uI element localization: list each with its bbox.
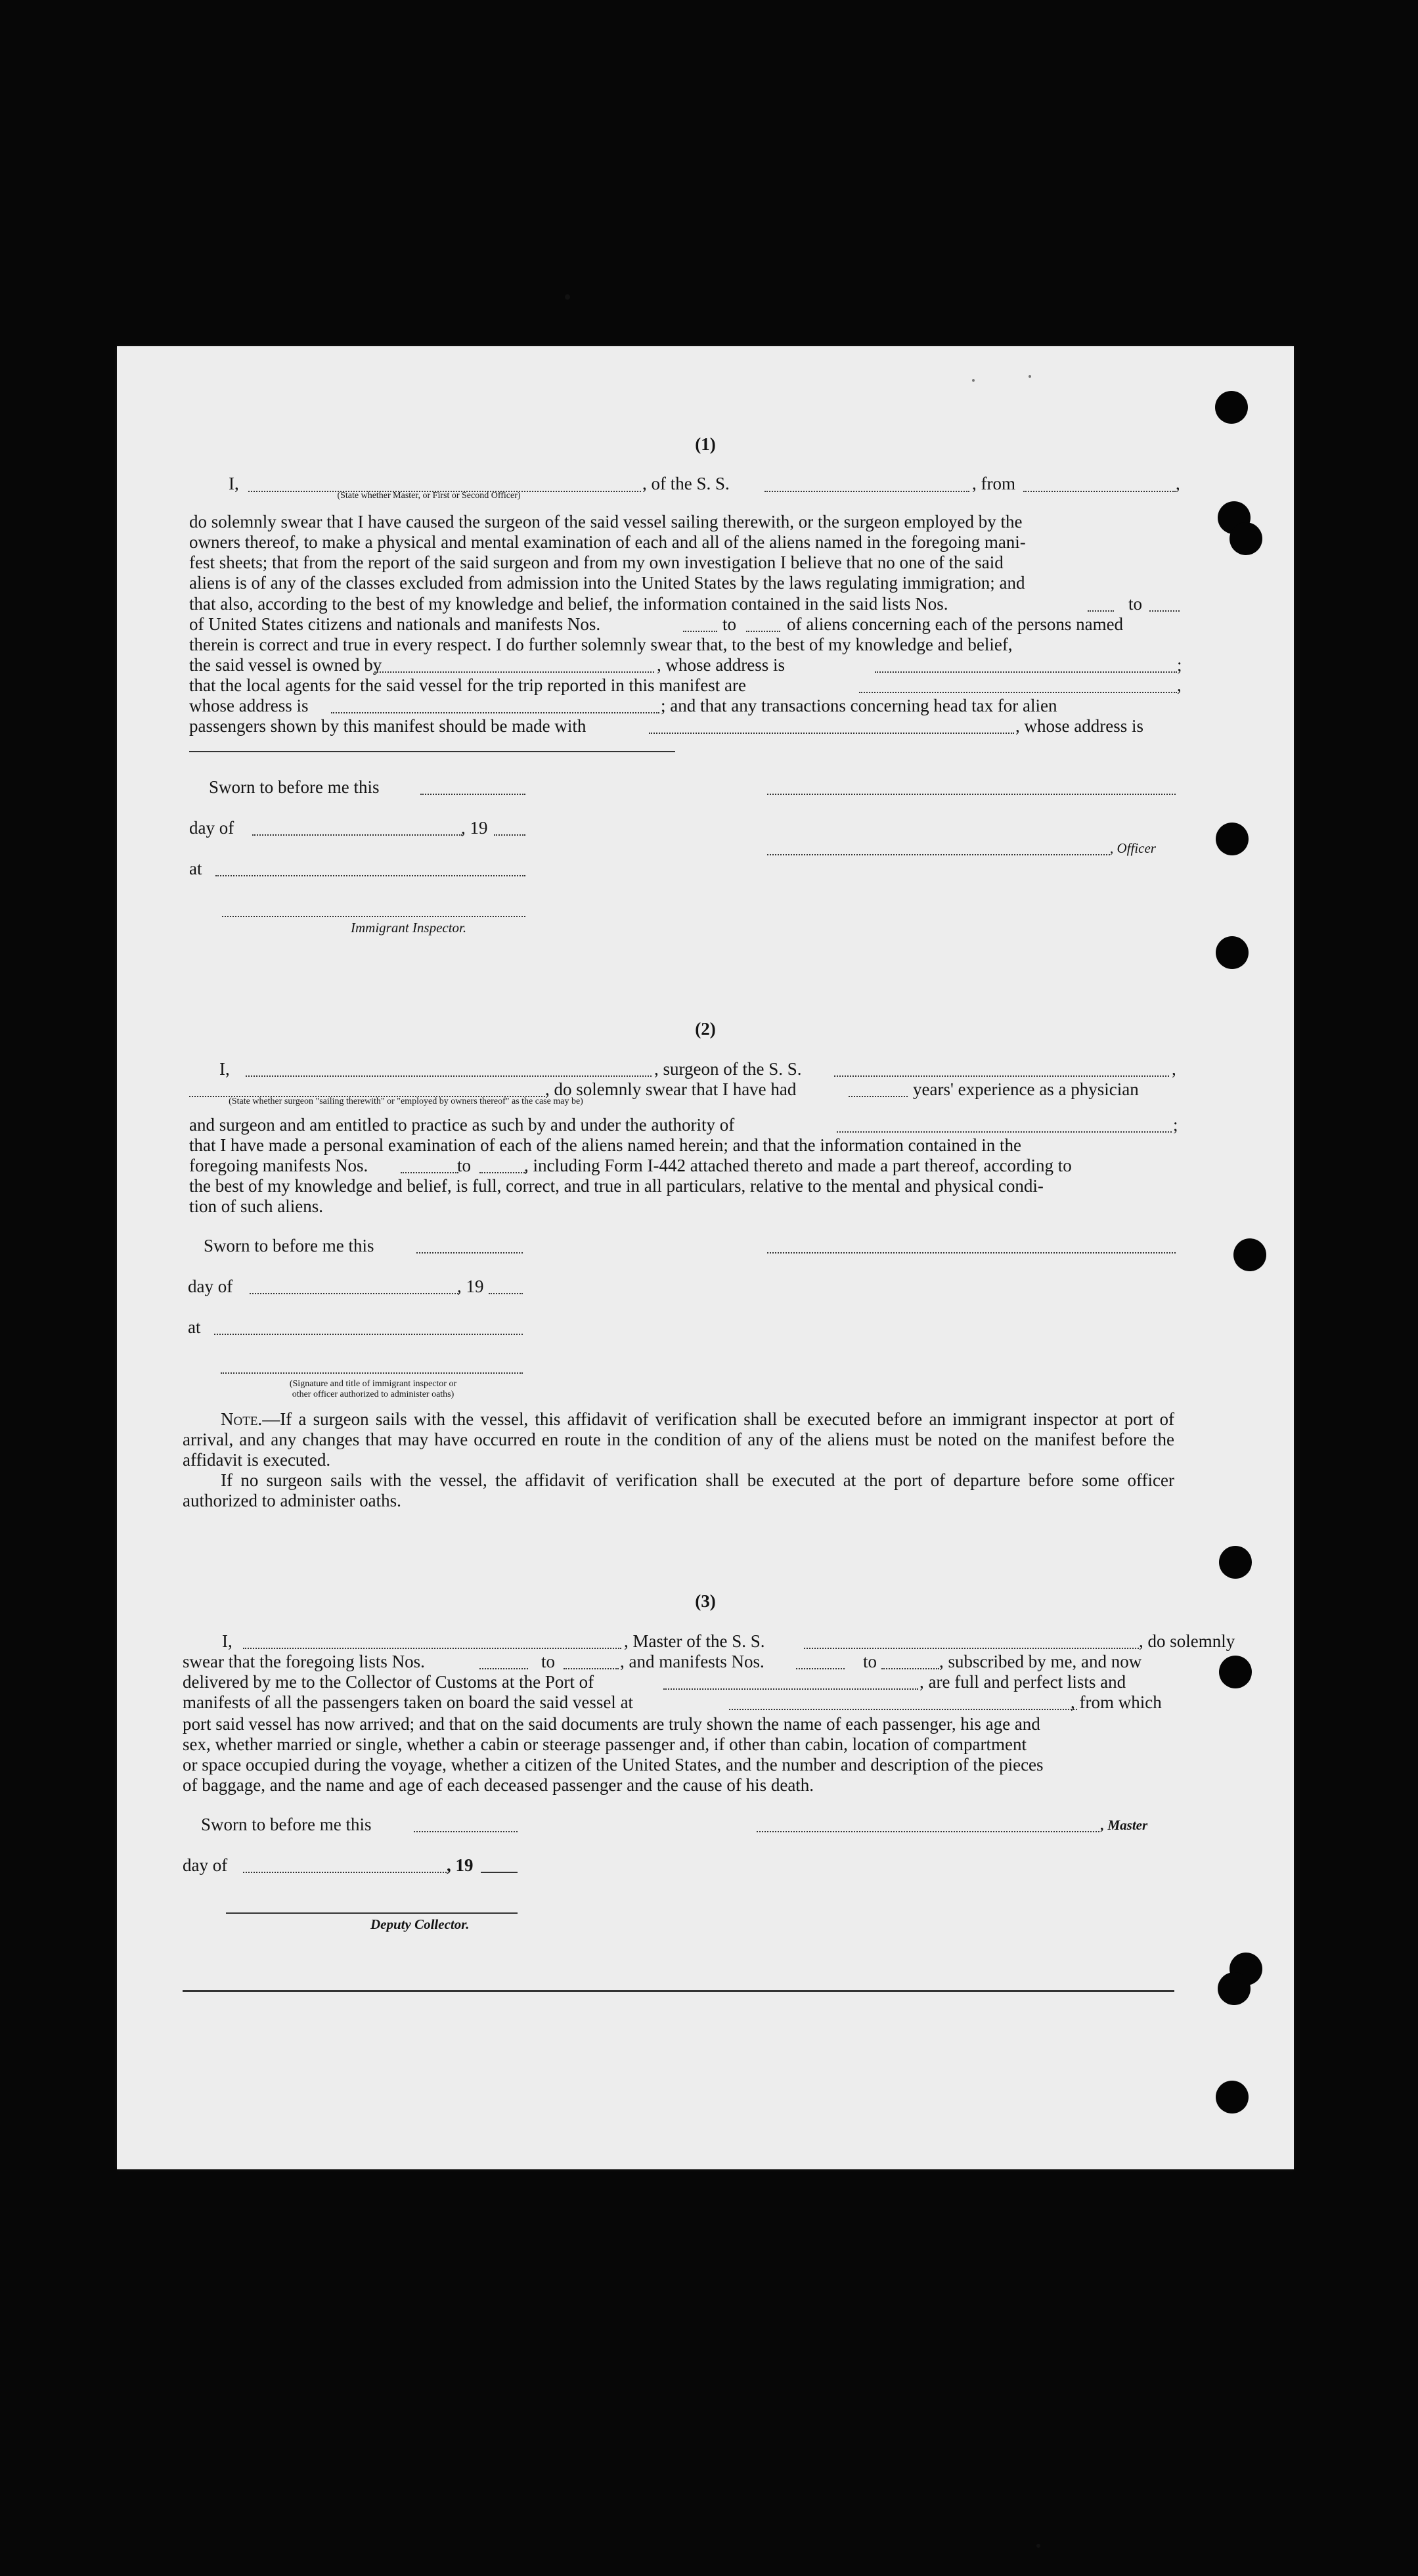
list-to-field[interactable]	[564, 1668, 619, 1669]
embark-port-field[interactable]	[729, 1709, 1077, 1710]
text: ,	[1172, 1059, 1176, 1079]
sworn-date-field[interactable]	[414, 1831, 518, 1832]
text: , from	[972, 474, 1015, 493]
list-from-field[interactable]	[1088, 610, 1114, 612]
text: I,	[229, 474, 239, 493]
years-field[interactable]	[849, 1096, 908, 1097]
text: , from which	[1071, 1692, 1162, 1712]
manifest-from-field[interactable]	[683, 631, 717, 632]
text: , 19	[461, 818, 488, 838]
field-hint: (State whether Master, or First or Second Officer)	[337, 491, 521, 501]
manifest-to-field[interactable]	[479, 1172, 527, 1173]
text: of aliens concerning each of the persons named	[787, 614, 1124, 634]
sworn-date-field[interactable]	[416, 1252, 523, 1254]
text: , and manifests Nos.	[620, 1652, 764, 1671]
month-field[interactable]	[250, 1293, 458, 1294]
field-hint: (State whether surgeon "sailing therewith" or "employed by owners thereof" as the case may be)	[229, 1096, 583, 1106]
list-from-field[interactable]	[479, 1668, 528, 1669]
punch-hole	[1216, 823, 1249, 855]
text: that the local agents for the said vessel for the trip reported in this manifest are	[189, 675, 746, 695]
text: , Master of the S. S.	[624, 1631, 765, 1651]
text: I,	[222, 1631, 233, 1651]
text: and surgeon and am entitled to practice as such by and under the authority of	[189, 1115, 735, 1135]
text: the said vessel is owned by	[189, 655, 382, 675]
speck	[1029, 375, 1031, 378]
text: , do solemnly swear that I have had	[545, 1079, 797, 1099]
text: manifests of all the passengers taken on board the said vessel at	[183, 1692, 634, 1712]
section-2-number: (2)	[695, 1019, 716, 1039]
text: , 19	[447, 1855, 474, 1875]
text: ;	[1177, 655, 1182, 675]
month-field[interactable]	[243, 1872, 447, 1873]
punch-hole	[1218, 1972, 1251, 2005]
text: Sworn to before me this	[204, 1236, 374, 1255]
master-label: , Master	[1101, 1817, 1148, 1833]
text: the best of my knowledge and belief, is full, correct, and true in all particulars, relative to the mental and physical condi-	[189, 1176, 1044, 1196]
section-1-body: do solemnly swear that I have caused the surgeon of the said vessel sailing therewith, or the surgeon employed by the owners thereof, to make a physical and mental examination of each and all of the aliens named in the foregoing mani- fest sheets; that from the report of the said surgeon and from my own investigation I believe that no one of the said aliens is of any of the classes excluded from admission into the United States by the laws regulating immigration; and	[189, 512, 1026, 593]
master-name-field[interactable]	[243, 1648, 621, 1649]
manifest-to-field[interactable]	[746, 631, 780, 632]
inspector-signature-field[interactable]	[221, 1372, 523, 1374]
text: that I have made a personal examination of each of the aliens named herein; and that the information contained in the	[189, 1135, 1022, 1155]
text: day of	[188, 1277, 233, 1296]
head-tax-agent-field[interactable]	[649, 733, 1014, 734]
text: to	[457, 1156, 472, 1175]
bottom-rule	[183, 1990, 1174, 1992]
text: to	[1128, 594, 1143, 614]
text: of United States citizens and nationals and manifests Nos.	[189, 614, 601, 634]
text: swear that the foregoing lists Nos.	[183, 1652, 425, 1671]
place-field[interactable]	[215, 875, 525, 876]
collector-signature-field[interactable]	[226, 1912, 518, 1914]
text: to	[722, 614, 737, 634]
departure-port-field[interactable]	[1023, 491, 1176, 492]
year-field[interactable]	[481, 1872, 518, 1873]
text: , do solemnly	[1139, 1631, 1235, 1651]
text: foregoing manifests Nos.	[189, 1156, 368, 1175]
text: , whose address is	[657, 655, 785, 675]
text: delivered by me to the Collector of Customs at the Port of	[183, 1672, 594, 1692]
vessel-name-field[interactable]	[804, 1648, 1139, 1649]
text: ,	[1176, 474, 1180, 493]
master-signature-field[interactable]	[757, 1831, 1099, 1832]
manifest-from-field[interactable]	[401, 1172, 458, 1173]
manifest-page	[117, 346, 1294, 2169]
year-field[interactable]	[494, 834, 525, 836]
text: at	[189, 859, 202, 878]
vessel-name-field[interactable]	[834, 1075, 1169, 1077]
punch-hole	[1219, 1546, 1252, 1579]
officer-signature-field[interactable]	[767, 854, 1110, 855]
deputy-collector-label: Deputy Collector.	[370, 1916, 470, 1932]
surgeon-name-field[interactable]	[246, 1075, 652, 1077]
text: , including Form I-442 attached thereto and made a part thereof, according to	[524, 1156, 1072, 1175]
text: tion of such aliens.	[189, 1196, 323, 1216]
section-3-number: (3)	[695, 1591, 716, 1611]
text: Sworn to before me this	[209, 777, 380, 797]
agents-address-field[interactable]	[331, 712, 659, 713]
surgeon-signature-line[interactable]	[767, 1252, 1176, 1254]
text: I,	[219, 1059, 230, 1079]
owner-address-field[interactable]	[875, 671, 1177, 673]
punch-hole	[1216, 936, 1249, 969]
text: ;	[1173, 1115, 1178, 1135]
text: day of	[183, 1855, 228, 1875]
text: ,	[1177, 675, 1182, 695]
text: day of	[189, 818, 234, 838]
text: years' experience as a physician	[913, 1079, 1139, 1099]
inspector-signature-field[interactable]	[222, 916, 525, 917]
note-paragraph: Note.—If a surgeon sails with the vessel, this affidavit of verification shall be executed before an immigrant inspector at port of arrival, and any changes that may have occurred en route in the condition of any of the aliens must be noted on the manifest before the affidavit is executed.	[183, 1409, 1174, 1470]
text: , of the S. S.	[642, 474, 730, 493]
signature-line[interactable]	[767, 794, 1176, 795]
text: therein is correct and true in every respect. I do further solemnly swear that, to the best of my knowledge and belief,	[189, 635, 1013, 654]
text: Sworn to before me this	[201, 1815, 372, 1834]
vessel-name-field[interactable]	[764, 491, 969, 492]
local-agents-field[interactable]	[859, 692, 1177, 693]
text: passengers shown by this manifest should be made with	[189, 716, 587, 736]
authority-field[interactable]	[837, 1131, 1172, 1133]
section-1-number: (1)	[695, 434, 716, 454]
text: whose address is	[189, 696, 309, 715]
inspector-label: Immigrant Inspector.	[351, 920, 467, 936]
place-field[interactable]	[214, 1334, 523, 1335]
text: , are full and perfect lists and	[919, 1672, 1126, 1692]
signature-caption: (Signature and title of immigrant inspector or other officer authorized to administer oaths)	[289, 1379, 457, 1400]
year-field[interactable]	[489, 1293, 523, 1294]
punch-hole	[1219, 1656, 1252, 1688]
punch-hole	[1230, 522, 1262, 555]
text: that also, according to the best of my knowledge and belief, the information contained in the said lists Nos.	[189, 594, 948, 614]
punch-hole	[1216, 2081, 1249, 2113]
text: , 19	[457, 1277, 484, 1296]
sworn-date-field[interactable]	[420, 794, 525, 795]
month-field[interactable]	[252, 834, 462, 836]
text: to	[541, 1652, 556, 1671]
address-line[interactable]	[189, 751, 675, 752]
punch-hole	[1215, 391, 1248, 424]
text: , surgeon of the S. S.	[654, 1059, 802, 1079]
list-to-field[interactable]	[1149, 610, 1180, 612]
speck	[565, 294, 570, 300]
manifest-to-field[interactable]	[881, 1668, 939, 1669]
punch-hole	[1233, 1238, 1266, 1271]
section-3-body: port said vessel has now arrived; and that on the said documents are truly shown the name of each passenger, his age and sex, whether married or single, whether a cabin or steerage passenger and, if other than cabin, location of compartment or space occupied during the voyage, whether a citizen of the United States, and the number and description of the pieces of baggage, and the name and age of each deceased passenger and the cause of his death.	[183, 1714, 1044, 1795]
manifest-from-field[interactable]	[796, 1668, 845, 1669]
text: , whose address is	[1015, 716, 1143, 736]
text: , subscribed by me, and now	[939, 1652, 1142, 1671]
port-field[interactable]	[663, 1688, 918, 1690]
owner-field[interactable]	[374, 671, 654, 673]
text: to	[863, 1652, 877, 1671]
text: at	[188, 1317, 201, 1337]
speck	[972, 379, 975, 382]
text: ; and that any transactions concerning head tax for alien	[661, 696, 1057, 715]
speck	[1036, 2544, 1040, 2548]
note-paragraph-2: If no surgeon sails with the vessel, the affidavit of verification shall be executed at the port of departure before some officer authorized to administer oaths.	[183, 1470, 1174, 1510]
officer-label: , Officer	[1110, 840, 1156, 856]
